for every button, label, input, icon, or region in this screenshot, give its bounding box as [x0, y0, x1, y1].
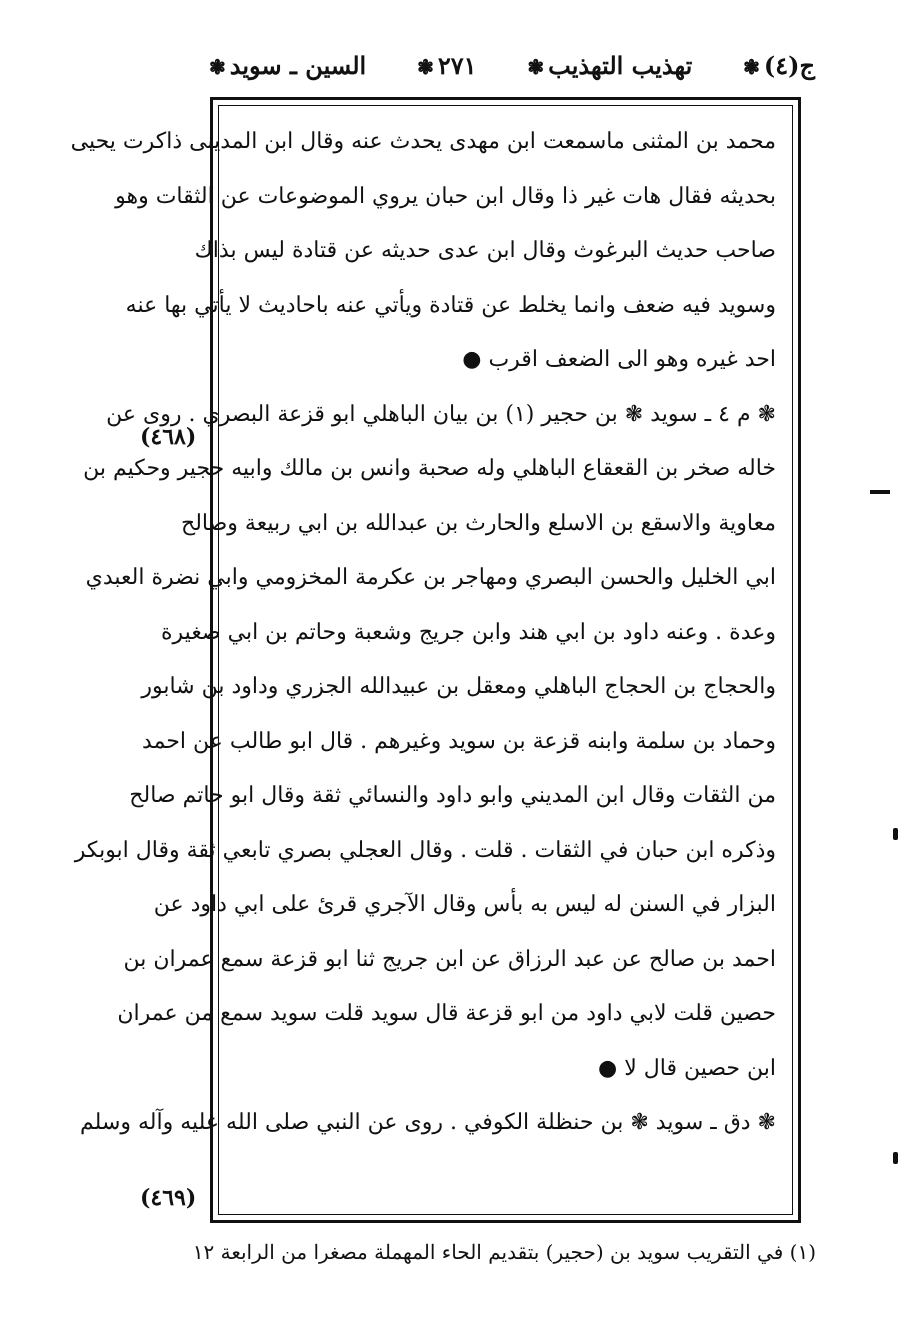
margin-mark	[870, 490, 890, 494]
header-section: السين ـ سويد❃	[209, 50, 367, 80]
header-volume: ج(٤)❃	[743, 50, 815, 80]
text-line: خاله صخر بن القعقاع الباهلي وله صحبة وانس بن مالك وابيه حجير وحكيم بن	[83, 456, 776, 481]
text-line: حصين قلت لابي داود من ابو قزعة قال سويد قلت سويد سمع من عمران	[117, 1001, 776, 1026]
text-line: من الثقات وقال ابن المديني وابو داود والنسائي ثقة وقال ابو حاتم صالح	[129, 783, 776, 808]
text-line: صاحب حديث البرغوث وقال ابن عدى حديثه عن قتادة ليس بذاك	[194, 238, 776, 263]
flower-ornament-icon: ❃	[209, 54, 226, 79]
header-page-number: ٢٧١❃	[417, 50, 477, 80]
entry-heading-line: ❃ دق ـ سويد ❃ بن حنظلة الكوفي . روى عن النبي صلى الله عليه وآله وسلم	[80, 1110, 776, 1135]
text-line: وحماد بن سلمة وابنه قزعة بن سويد وغيرهم . قال ابو طالب عن احمد	[142, 728, 776, 754]
text-line: بحديثه فقال هات غير ذا وقال ابن حبان يروي الموضوعات عن الثقات وهو	[115, 183, 776, 209]
text-line: والحجاج بن الحجاج الباهلي ومعقل بن عبيدالله الجزري وداود بن شابور	[141, 674, 776, 699]
entry-number-468: (٤٦٨)	[140, 424, 197, 450]
text-line: وذكره ابن حبان في الثقات . قلت . وقال العجلي بصري تابعي ثقة وقال ابوبكر	[74, 837, 776, 863]
text-line: ابي الخليل والحسن البصري ومهاجر بن عكرمة المخزومي وابي نضرة العبدي	[85, 565, 776, 590]
flower-ornament-icon: ❃	[743, 54, 760, 79]
text-line: احمد بن صالح عن عبد الرزاق عن ابن جريج ثنا ابو قزعة سمع عمران بن	[123, 946, 776, 972]
entry-heading-line: ❃ م ٤ ـ سويد ❃ بن حجير (١) بن بيان الباهلي ابو قزعة البصري . روى عن	[106, 401, 776, 427]
entry-number-469: (٤٦٩)	[140, 1185, 197, 1211]
running-header	[205, 40, 815, 90]
text-line: ابن حصين قال لا ●	[598, 1055, 776, 1081]
text-line: وسويد فيه ضعف وانما يخلط عن قتادة ويأتي عنه باحاديث لا يأتي بها عنه	[125, 292, 776, 318]
flower-ornament-icon: ❃	[527, 54, 545, 79]
footnote: (١) في التقريب سويد بن (حجير) بتقديم الحاء المهملة مصغرا من الرابعة ١٢	[192, 1240, 816, 1264]
flower-ornament-icon: ❃	[417, 54, 434, 79]
text-line: معاوية والاسقع بن الاسلع والحارث بن عبدالله بن ابي ربيعة وصالح	[181, 510, 776, 536]
margin-dot	[893, 828, 898, 840]
text-line: وعدة . وعنه داود بن ابي هند وابن جريج وشعبة وحاتم بن ابي صغيرة	[161, 619, 776, 645]
margin-dot	[893, 1152, 898, 1164]
text-line: احد غيره وهو الى الضعف اقرب ●	[462, 347, 776, 372]
text-line: محمد بن المثنى ماسمعت ابن مهدى يحدث عنه وقال ابن المدينى ذاكرت يحيى	[70, 129, 776, 154]
text-line: البزار في السنن له ليس به بأس وقال الآجري قرئ على ابي داود عن	[153, 892, 776, 917]
header-book-title: تهذيب التهذيب❃	[527, 50, 693, 80]
